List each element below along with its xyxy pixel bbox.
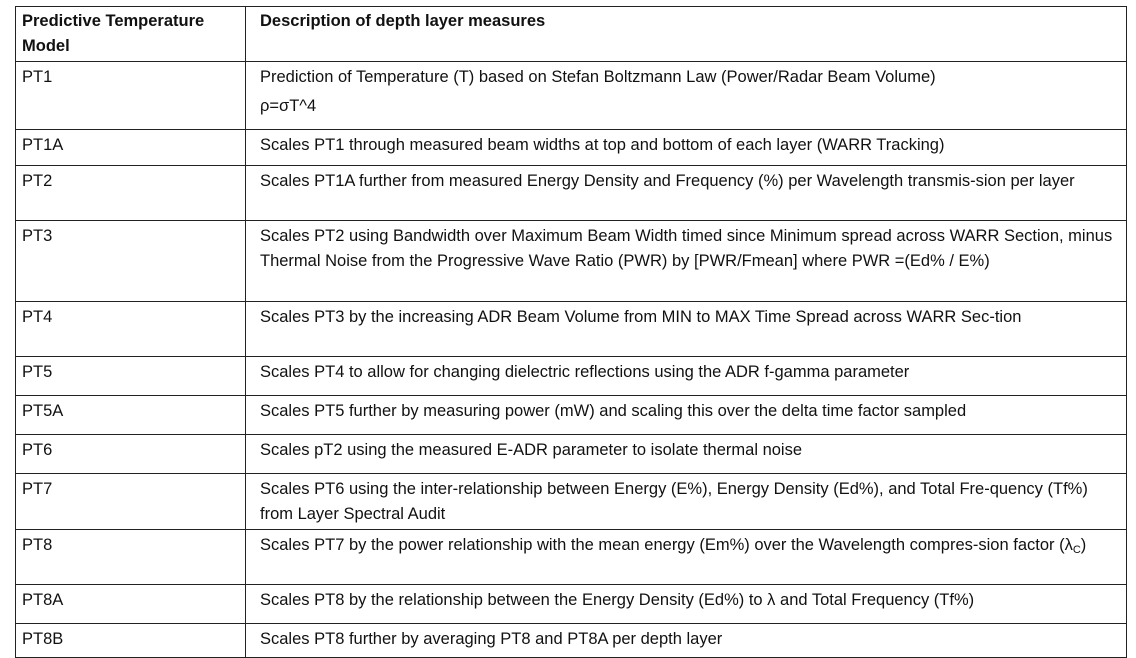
model-cell: PT8	[16, 530, 246, 585]
description-cell: Scales PT1A further from measured Energy Density and Frequency (%) per Wavelength transmis-sion per layer	[246, 166, 1127, 221]
model-cell: PT7	[16, 474, 246, 530]
description-cell	[246, 62, 1127, 130]
description-cell: Scales PT3 by the increasing ADR Beam Volume from MIN to MAX Time Spread across WARR Sec-tion	[246, 302, 1127, 357]
model-cell: PT1	[16, 62, 246, 130]
description-cell: Scales PT4 to allow for changing dielectric reflections using the ADR f-gamma parameter	[246, 357, 1127, 396]
description-end: )	[1080, 536, 1087, 554]
model-cell: PT5A	[16, 396, 246, 435]
header-model: Predictive Temperature Model	[16, 7, 246, 62]
description-cell	[246, 530, 1127, 585]
model-cell: PT5	[16, 357, 246, 396]
model-cell: PT1A	[16, 130, 246, 166]
table-row	[16, 221, 1127, 302]
table-row	[16, 435, 1127, 474]
description-cell: Scales pT2 using the measured E-ADR parameter to isolate thermal noise	[246, 435, 1127, 474]
description-cell: Scales PT5 further by measuring power (mW) and scaling this over the delta time factor sampled	[246, 396, 1127, 435]
description-cell: Scales PT6 using the inter-relationship between Energy (E%), Energy Density (Ed%), and Total Fre-quency (Tf%) from Layer Spectral Audit	[246, 474, 1127, 530]
models-table	[15, 6, 1127, 658]
description-cell: Scales PT8 further by averaging PT8 and PT8A per depth layer	[246, 624, 1127, 658]
table-row	[16, 302, 1127, 357]
header-row	[16, 7, 1127, 62]
model-cell: PT8B	[16, 624, 246, 658]
table-row	[16, 624, 1127, 658]
model-cell: PT8A	[16, 585, 246, 624]
table-row	[16, 585, 1127, 624]
table-row	[16, 357, 1127, 396]
model-cell: PT6	[16, 435, 246, 474]
model-cell: PT4	[16, 302, 246, 357]
table-row	[16, 530, 1127, 585]
table-row	[16, 130, 1127, 166]
description-text: Scales PT7 by the power relationship with the mean energy (Em%) over the Wavelength compres-sion factor (λ	[260, 536, 1073, 554]
description-cell: Scales PT8 by the relationship between the Energy Density (Ed%) to λ and Total Frequency (Tf%)	[246, 585, 1127, 624]
model-cell: PT3	[16, 221, 246, 302]
formula-text: ρ=σT^4	[260, 97, 317, 115]
lambda-subscript: C	[1072, 544, 1081, 556]
table-row	[16, 396, 1127, 435]
description-cell: Scales PT1 through measured beam widths at top and bottom of each layer (WARR Tracking)	[246, 130, 1127, 166]
table-row	[16, 474, 1127, 530]
description-text: Prediction of Temperature (T) based on Stefan Boltzmann Law (Power/Radar Beam Volume)	[260, 68, 936, 86]
table-row	[16, 62, 1127, 130]
table-row	[16, 166, 1127, 221]
description-cell: Scales PT2 using Bandwidth over Maximum Beam Width timed since Minimum spread across WARR Section, minus Thermal Noise from the Progressive Wave Ratio (PWR) by [PWR/Fmean] where PWR =(Ed% / E%)	[246, 221, 1127, 302]
model-cell: PT2	[16, 166, 246, 221]
header-description: Description of depth layer measures	[246, 7, 1127, 62]
